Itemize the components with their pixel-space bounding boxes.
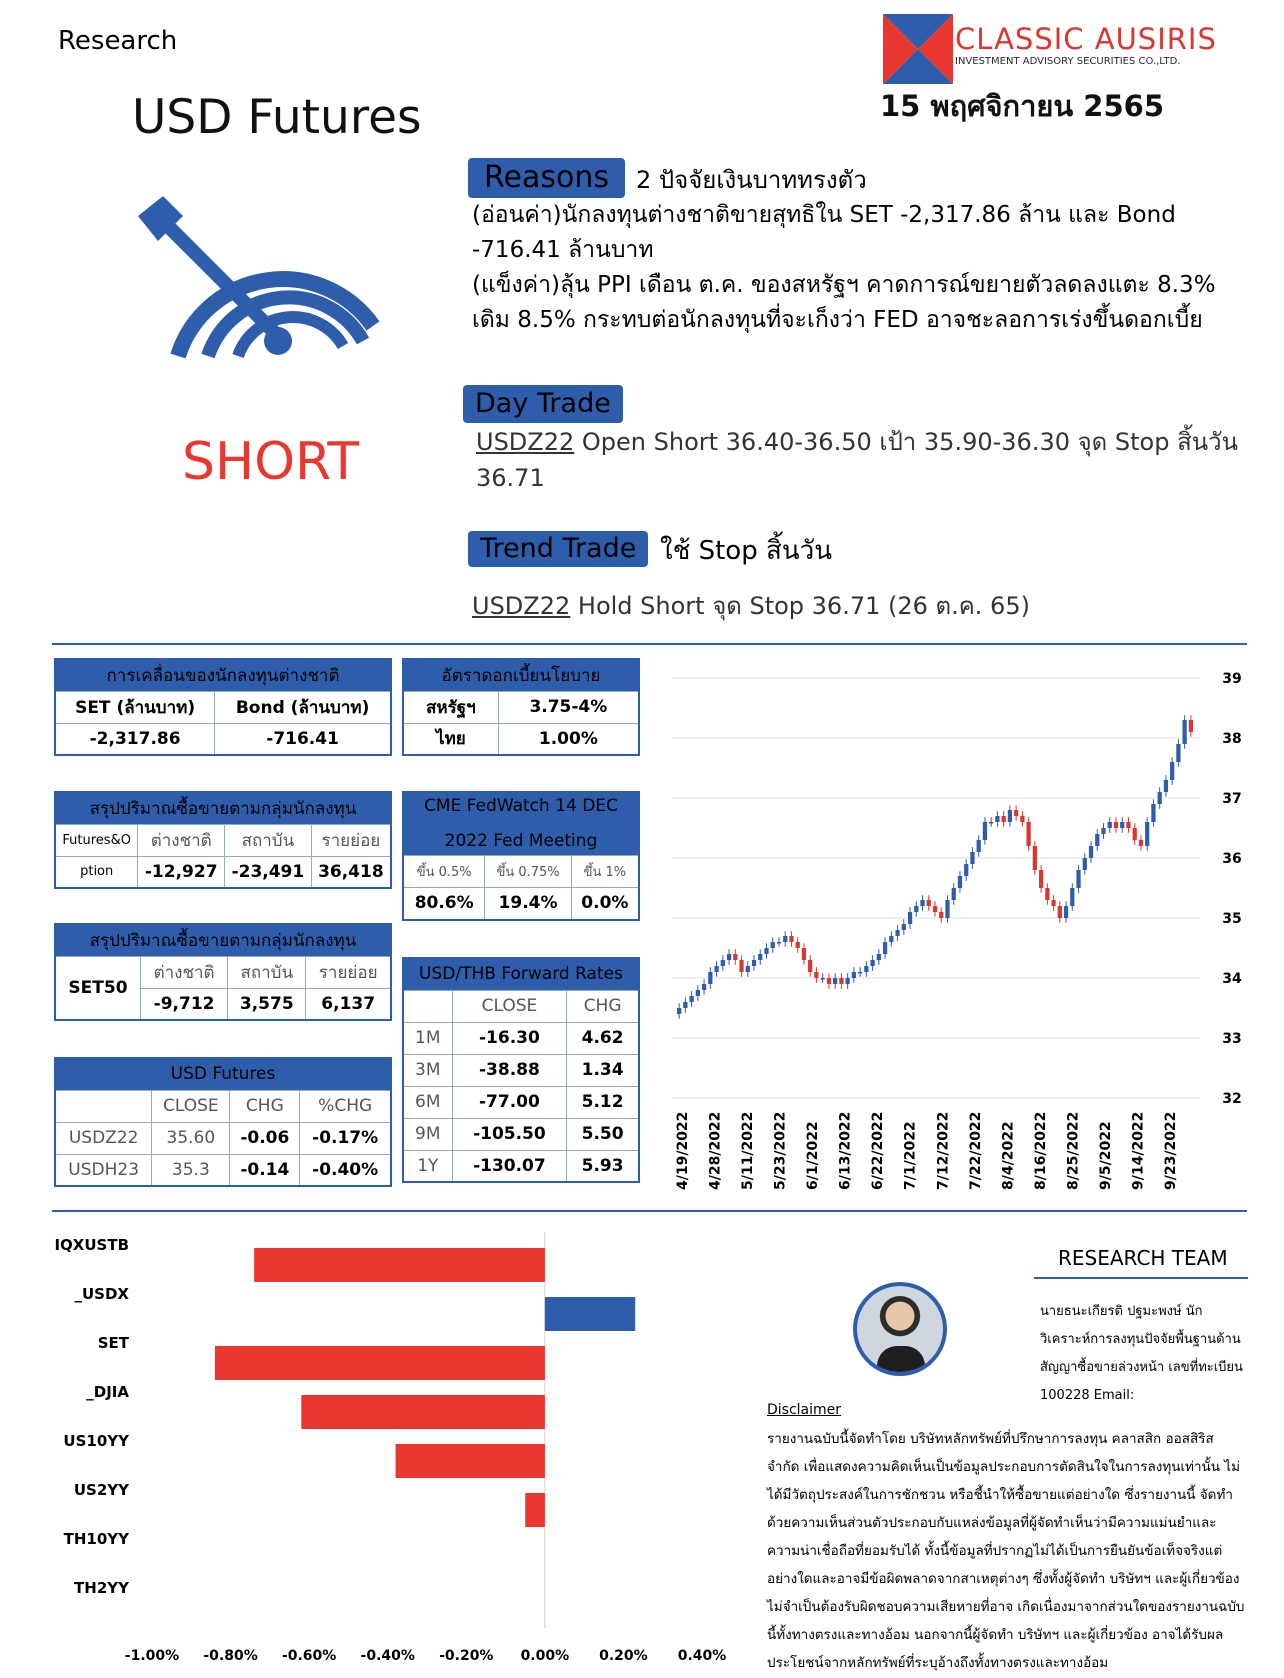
candle xyxy=(1039,870,1043,888)
set50-value: 6,137 xyxy=(306,988,391,1020)
candle xyxy=(839,978,843,984)
trend-trade-heading: ใช้ Stop สิ้นวัน xyxy=(660,536,832,566)
reason-line-2: (แข็งค่า)ลุ้น PPI เดือน ต.ค. ของสหรัฐฯ คาดการณ์ขยายตัวลดลงแตะ 8.3% เดิม 8.5% กระทบต่อนักลงทุนที่จะเก็งว่า FED อาจชะลอการเร่งขึ้นดอกเบี้ย xyxy=(472,272,1216,333)
fedwatch-header: ขึ้น 1% xyxy=(571,856,639,888)
day-trade-body xyxy=(476,424,1246,496)
bar xyxy=(545,1297,635,1331)
candle xyxy=(902,924,906,930)
page-title: USD Futures xyxy=(132,90,422,145)
set50-value: 3,575 xyxy=(228,988,306,1020)
bar xyxy=(254,1248,545,1282)
candle xyxy=(927,900,931,906)
bar-x-tick-label: 0.00% xyxy=(520,1648,570,1664)
candle xyxy=(995,816,999,822)
foreign-flow-col-bond: Bond (ล้านบาท) xyxy=(215,691,391,723)
fedwatch-title xyxy=(403,792,639,856)
set50-flow-table xyxy=(54,923,392,1021)
x-tick-label: 6/13/2022 xyxy=(837,1111,854,1190)
bar-x-tick-label: -0.80% xyxy=(203,1648,258,1664)
bar-x-tick-label: -0.60% xyxy=(281,1648,337,1664)
bar xyxy=(215,1346,545,1380)
candle xyxy=(733,954,737,960)
bar-category-label: TH2YY xyxy=(74,1579,129,1597)
candle xyxy=(1002,816,1006,822)
candle xyxy=(708,972,712,984)
fedwatch-title-2: 2022 Fed Meeting xyxy=(444,831,598,851)
policy-rate-value: 3.75-4% xyxy=(498,691,639,723)
fedwatch-value: 80.6% xyxy=(403,888,485,920)
candle xyxy=(796,942,800,948)
usd-futures-close: 35.3 xyxy=(152,1154,230,1186)
reasons-heading: 2 ปัจจัยเงินบาททรงตัว xyxy=(636,166,867,194)
candle xyxy=(977,840,981,852)
x-tick-label: 6/22/2022 xyxy=(870,1111,887,1190)
candle xyxy=(864,966,868,972)
candle xyxy=(870,960,874,966)
fo-flow-title: สรุปปริมาณซื้อขายตามกลุ่มนักลงทุน xyxy=(55,792,391,824)
usd-futures-chg: -0.14 xyxy=(230,1154,300,1186)
bar-x-tick-label: -1.00% xyxy=(124,1648,180,1664)
candle xyxy=(989,822,993,824)
report-date: 15 พฤศจิกายน 2565 xyxy=(880,89,1164,123)
candle xyxy=(1045,888,1049,900)
y-tick-label: 36 xyxy=(1222,851,1242,867)
y-tick-label: 34 xyxy=(1222,971,1242,987)
foreign-flow-col-set: SET (ล้านบาท) xyxy=(55,691,215,723)
usd-futures-pchg: -0.17% xyxy=(300,1122,391,1154)
candle xyxy=(895,930,899,936)
candle xyxy=(983,822,987,840)
candle xyxy=(1076,870,1080,888)
candle xyxy=(1126,822,1130,828)
candle xyxy=(1164,780,1168,792)
forward-chg: 5.12 xyxy=(567,1086,639,1118)
usd-futures-title: USD Futures xyxy=(55,1058,391,1090)
foreign-flow-table xyxy=(54,658,392,756)
foreign-flow-title: การเคลื่อนของนักลงทุนต่างชาติ xyxy=(55,659,391,691)
candle xyxy=(1033,846,1037,870)
x-tick-label: 6/1/2022 xyxy=(805,1121,822,1190)
fo-flow-value: -12,927 xyxy=(138,856,225,888)
bar xyxy=(525,1493,545,1527)
forward-header-close: CLOSE xyxy=(452,990,567,1022)
candle xyxy=(727,954,731,960)
fo-flow-value: 36,418 xyxy=(311,856,391,888)
fo-flow-header: รายย่อย xyxy=(311,824,391,856)
fedwatch-title-1: CME FedWatch 14 DEC xyxy=(424,796,618,816)
fedwatch-value: 19.4% xyxy=(485,888,571,920)
forward-close: -16.30 xyxy=(452,1022,567,1054)
x-tick-label: 7/1/2022 xyxy=(902,1121,919,1190)
x-tick-label: 4/19/2022 xyxy=(675,1111,691,1190)
bar-category-label: US10YY xyxy=(63,1432,129,1450)
x-tick-label: 5/11/2022 xyxy=(740,1111,757,1190)
candle xyxy=(821,978,825,980)
usd-futures-symbol: USDZ22 xyxy=(55,1122,152,1154)
candle xyxy=(1189,720,1193,732)
section-label: Research xyxy=(58,26,178,56)
day-trade-pill: Day Trade xyxy=(463,385,623,423)
policy-rate-title: อัตราดอกเบี้ยนโยบาย xyxy=(403,659,639,691)
candle xyxy=(1133,828,1137,840)
candle xyxy=(1089,846,1093,858)
candle xyxy=(964,864,968,876)
candle xyxy=(833,978,837,984)
forward-tenor: 9M xyxy=(403,1118,452,1150)
policy-rate-country: ไทย xyxy=(403,723,498,755)
forward-rates-title: USD/THB Forward Rates xyxy=(403,958,639,990)
candle xyxy=(814,972,818,978)
disclaimer-title: Disclaimer xyxy=(767,1402,842,1418)
candle xyxy=(1139,840,1143,846)
candle xyxy=(877,954,881,960)
reason-line-1: (อ่อนค่า)นักลงทุนต่างชาติขายสุทธิใน SET -2,317.86 ล้าน และ Bond -716.41 ล้านบาท xyxy=(472,202,1176,263)
fedwatch-header: ขึ้น 0.5% xyxy=(403,856,485,888)
candle xyxy=(1158,792,1162,804)
candle xyxy=(1070,888,1074,906)
candle xyxy=(1083,858,1087,870)
usd-futures-header: CLOSE xyxy=(152,1090,230,1122)
forward-tenor: 6M xyxy=(403,1086,452,1118)
candle xyxy=(746,966,750,972)
candle xyxy=(1014,810,1018,816)
table-row xyxy=(403,1118,639,1150)
x-tick-label: 7/12/2022 xyxy=(935,1111,952,1190)
fo-flow-value: -23,491 xyxy=(225,856,312,888)
fo-flow-header: ต่างชาติ xyxy=(138,824,225,856)
y-tick-label: 37 xyxy=(1222,791,1242,807)
candle xyxy=(739,960,743,972)
set50-header: สถาบัน xyxy=(228,956,306,988)
candle xyxy=(858,972,862,974)
set50-value: -9,712 xyxy=(140,988,227,1020)
signal-label: SHORT xyxy=(182,432,360,492)
fedwatch-header: ขึ้น 0.75% xyxy=(485,856,571,888)
trend-trade-pill: Trend Trade xyxy=(468,531,648,567)
x-tick-label: 8/16/2022 xyxy=(1032,1111,1049,1190)
day-trade-symbol: USDZ22 xyxy=(476,428,575,456)
candle xyxy=(689,996,693,1002)
usdthb-candlestick-chart xyxy=(660,660,1250,1200)
candle xyxy=(677,1008,681,1014)
bar-category-label: IQXUSTB xyxy=(54,1236,129,1254)
y-tick-label: 32 xyxy=(1222,1091,1242,1107)
candle xyxy=(1008,810,1012,822)
reasons-body xyxy=(472,198,1242,338)
forward-chg: 4.62 xyxy=(567,1022,639,1054)
forward-close: -130.07 xyxy=(452,1150,567,1182)
analyst-avatar xyxy=(853,1282,947,1376)
set50-header: ต่างชาติ xyxy=(140,956,227,988)
candle xyxy=(846,978,850,984)
candle xyxy=(1145,822,1149,846)
usd-futures-header: %CHG xyxy=(300,1090,391,1122)
set50-flow-title: สรุปปริมาณซื้อขายตามกลุ่มนักลงทุน xyxy=(55,924,391,956)
usd-futures-table xyxy=(54,1057,392,1187)
candle xyxy=(1108,822,1112,828)
candle xyxy=(752,960,756,966)
forward-header-chg: CHG xyxy=(567,990,639,1022)
table-row xyxy=(55,1154,391,1186)
candle xyxy=(1026,822,1030,846)
y-tick-label: 39 xyxy=(1222,671,1242,687)
candle xyxy=(783,936,787,942)
trend-trade-text: Hold Short จุด Stop 36.71 (26 ต.ค. 65) xyxy=(570,592,1030,620)
candle xyxy=(808,960,812,972)
bar-category-label: TH10YY xyxy=(63,1530,129,1548)
candle xyxy=(920,900,924,906)
candle xyxy=(1114,822,1118,828)
y-tick-label: 35 xyxy=(1222,911,1242,927)
candle xyxy=(789,936,793,942)
x-tick-label: 4/28/2022 xyxy=(707,1111,724,1190)
policy-rate-value: 1.00% xyxy=(498,723,639,755)
candle xyxy=(1170,762,1174,780)
bar-x-tick-label: -0.20% xyxy=(439,1648,494,1664)
set50-header: รายย่อย xyxy=(306,956,391,988)
divider-bottom xyxy=(52,1210,1247,1212)
reasons-pill: Reasons xyxy=(468,158,625,198)
fedwatch-table xyxy=(402,791,640,921)
x-tick-label: 9/14/2022 xyxy=(1130,1111,1147,1190)
table-row xyxy=(55,1122,391,1154)
candle xyxy=(883,942,887,954)
research-team-title: RESEARCH TEAM xyxy=(1058,1246,1228,1270)
futures-options-flow-table xyxy=(54,791,392,889)
forward-chg: 1.34 xyxy=(567,1054,639,1086)
candle xyxy=(933,906,937,912)
company-name: CLASSIC AUSIRIS xyxy=(955,22,1217,56)
table-row xyxy=(403,1054,639,1086)
candle xyxy=(889,936,893,942)
candle xyxy=(696,990,700,996)
research-team-body: นายธนะเกียรติ ปฐมะพงษ์ นักวิเคราะห์การลงทุนปัจจัยพื้นฐานด้านสัญญาซื้อขายล่วงหน้า เลขที่ทะเบียน 100228 Email: xyxy=(1040,1304,1243,1403)
candle xyxy=(714,966,718,972)
usd-futures-symbol: USDH23 xyxy=(55,1154,152,1186)
candle xyxy=(721,960,725,966)
fedwatch-value: 0.0% xyxy=(571,888,639,920)
table-row xyxy=(403,1022,639,1054)
y-tick-label: 33 xyxy=(1222,1031,1242,1047)
bar-x-tick-label: -0.40% xyxy=(360,1648,415,1664)
bar-x-tick-label: 0.20% xyxy=(599,1648,648,1664)
fo-flow-row-label: Futures&O xyxy=(55,824,138,856)
bar-category-label: US2YY xyxy=(73,1481,129,1499)
forward-tenor: 1M xyxy=(403,1022,452,1054)
trend-trade-body xyxy=(472,586,1030,625)
x-tick-label: 9/23/2022 xyxy=(1163,1111,1179,1190)
x-tick-label: 9/5/2022 xyxy=(1097,1121,1114,1190)
candle xyxy=(777,942,781,944)
candle xyxy=(939,912,943,918)
forward-tenor: 1Y xyxy=(403,1150,452,1182)
candle xyxy=(683,1002,687,1008)
table-row xyxy=(403,1150,639,1182)
disclaimer-body: รายงานฉบับนี้จัดทำโดย บริษัทหลักทรัพย์ที่ปรึกษาการลงทุน คลาสสิก ออสสิริส จำกัด เพื่อแสดงความคิดเห็นเป็นข้อมูลประกอบการตัดสินใจในการลงทุนเท่านั้น ไม่ได้มีวัตถุประสงค์ในการชักชวน หรือชี้นำให้ซื้อขายแต่อย่างใด ซึ่งรายงานนี้ จัดทำด้วยความเห็นส่วนตัวประกอบกับแหล่งข้อมูลที่ผู้จัดทำเห็นว่ามีความแม่นยำและความน่าเชื่อถือที่ยอมรับได้ ทั้งนี้ข้อมูลที่ปรากฏไม่ได้เป็นการยืนยันข้อเท็จจริงแต่อย่างใดและอาจมีข้อผิดพลาดจากสาเหตุต่างๆ ซึ่งทั้งผู้จัดทำ บริษัทฯ และผู้เกี่ยวข้องไม่จำเป็นต้องรับผิดชอบความเสียหายที่อาจ เกิดเนื่องมาจากส่วนใดของรายงานฉบับนี้ทั้งทางตรงและทางอ้อม นอกจากนี้ผู้จัดทำ บริษัทฯ และผู้เกี่ยวข้อง อาจได้รับผลประโยชน์จากหลักทรัพย์ที่ระบุอ้างถึงทั้งทางตรงและทางอ้อม xyxy=(767,1431,1245,1671)
x-tick-label: 5/23/2022 xyxy=(772,1111,789,1190)
candle xyxy=(1058,906,1062,918)
candle xyxy=(771,942,775,948)
y-tick-label: 38 xyxy=(1222,731,1242,747)
fo-flow-header: สถาบัน xyxy=(225,824,312,856)
forward-close: -38.88 xyxy=(452,1054,567,1086)
candle xyxy=(1183,720,1187,744)
foreign-flow-val-bond: -716.41 xyxy=(215,723,391,755)
forward-chg: 5.93 xyxy=(567,1150,639,1182)
company-logo-icon xyxy=(883,14,953,84)
x-tick-label: 8/25/2022 xyxy=(1065,1111,1082,1190)
day-trade-text: Open Short 36.40-36.50 เป้า 35.90-36.30 จุด Stop สิ้นวัน 36.71 xyxy=(476,428,1239,492)
candle xyxy=(1120,822,1124,828)
forward-tenor: 3M xyxy=(403,1054,452,1086)
candle xyxy=(908,912,912,924)
bar-category-label: _DJIA xyxy=(86,1383,129,1401)
candle xyxy=(852,972,856,978)
fo-flow-row-label-cont: ption xyxy=(55,856,138,888)
candle xyxy=(958,876,962,888)
target-icon xyxy=(138,196,388,366)
bar xyxy=(396,1444,545,1478)
trend-trade-symbol: USDZ22 xyxy=(472,592,571,620)
policy-rate-table xyxy=(402,658,640,756)
x-tick-label: 7/22/2022 xyxy=(967,1111,984,1190)
candle xyxy=(945,900,949,918)
usd-futures-chg: -0.06 xyxy=(230,1122,300,1154)
company-subtitle: INVESTMENT ADVISORY SECURITIES CO.,LTD. xyxy=(955,56,1181,67)
usd-futures-pchg: -0.40% xyxy=(300,1154,391,1186)
forward-close: -77.00 xyxy=(452,1086,567,1118)
bar-x-tick-label: 0.40% xyxy=(677,1648,727,1664)
x-tick-label: 8/4/2022 xyxy=(1000,1121,1017,1190)
candle xyxy=(970,852,974,864)
candle xyxy=(1064,906,1068,918)
candle xyxy=(758,954,762,960)
candle xyxy=(952,888,956,900)
candle xyxy=(1101,828,1105,834)
candle xyxy=(1020,816,1024,822)
bar-category-label: _USDX xyxy=(74,1285,129,1303)
divider-top xyxy=(52,643,1247,645)
foreign-flow-val-set: -2,317.86 xyxy=(55,723,215,755)
candle xyxy=(827,978,831,984)
candle xyxy=(702,984,706,990)
candle xyxy=(1095,834,1099,846)
policy-rate-country: สหรัฐฯ xyxy=(403,691,498,723)
table-row xyxy=(403,1086,639,1118)
forward-chg: 5.50 xyxy=(567,1118,639,1150)
candle xyxy=(1176,744,1180,762)
candle xyxy=(802,948,806,960)
bar xyxy=(301,1395,545,1429)
candle xyxy=(764,948,768,954)
set50-row-label: SET50 xyxy=(55,956,140,1020)
research-team-underline xyxy=(1034,1277,1248,1279)
usd-futures-close: 35.60 xyxy=(152,1122,230,1154)
markets-change-bar-chart xyxy=(52,1232,742,1672)
candle xyxy=(1151,804,1155,822)
bar-category-label: SET xyxy=(97,1334,129,1352)
candle xyxy=(1051,900,1055,906)
usd-futures-header: CHG xyxy=(230,1090,300,1122)
candle xyxy=(914,906,918,912)
forward-rates-table xyxy=(402,957,640,1183)
forward-close: -105.50 xyxy=(452,1118,567,1150)
